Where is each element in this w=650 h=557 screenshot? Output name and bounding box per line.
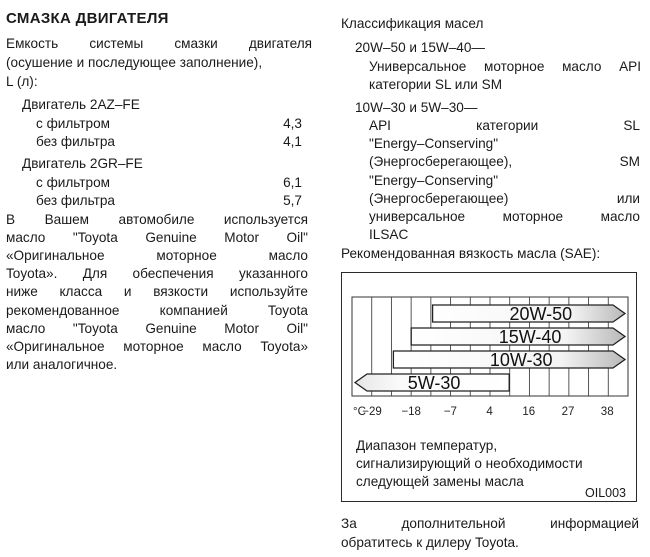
axis-tick-label: 38 — [600, 406, 614, 418]
classification-title: Классификация масел — [341, 16, 484, 31]
group-line: "Energy–Conserving" — [369, 172, 499, 188]
group-line: "Energy–Conserving" — [369, 136, 499, 152]
axis-tick-label: −18 — [401, 406, 421, 418]
group-line: (Энергосберегающее), SM — [369, 154, 640, 170]
viscosity-title: Рекомендованная вязкость масла (SAE): — [341, 246, 601, 261]
capacity-line-2: (осушение и последующее заполнение), — [6, 55, 263, 70]
group-line: Универсальное моторное масло API — [369, 59, 641, 74]
engine-name-2az: Двигатель 2AZ–FE — [22, 97, 140, 112]
axis-tick-label: 16 — [522, 406, 536, 418]
viscosity-bar-label: 15W-40 — [498, 327, 562, 347]
group-line: категории SL или SM — [369, 77, 503, 92]
figure-code: OIL003 — [585, 486, 627, 500]
viscosity-bar-label: 10W-30 — [489, 350, 553, 370]
viscosity-bar-label: 20W-50 — [509, 304, 573, 324]
engine-row-value: 4,1 — [283, 134, 302, 149]
paragraph-line: масло "Toyota Genuine Motor Oil" — [6, 320, 308, 336]
axis-tick-label: −29 — [362, 406, 382, 418]
capacity-line-3: L (л): — [6, 74, 38, 89]
paragraph-line: рекомендованное компанией Toyota — [6, 302, 308, 318]
group-line: (Энергосберегающее) или — [369, 190, 640, 206]
axis-tick-label: 27 — [561, 406, 575, 418]
paragraph-line: или аналогичное. — [6, 356, 118, 372]
paragraph-line: «Оригинальное моторное масло — [6, 248, 308, 264]
footer-line-1: За дополнительной информацией — [341, 516, 639, 531]
footer-line-2: обратитесь к дилеру Toyota. — [341, 535, 519, 550]
paragraph-line: «Оригинальное моторное масло Toyota» — [6, 338, 308, 354]
paragraph-line: ниже класса и вязкости используйте — [6, 284, 308, 300]
viscosity-bar-label: 5W-30 — [407, 373, 461, 393]
chart-caption-line: следующей замены масла — [356, 474, 524, 489]
paragraph-line: Toyota». Для обеспечения указанного — [6, 266, 308, 282]
group-heading-10w30: 10W–30 и 5W–30— — [355, 100, 478, 115]
engine-name-2gr: Двигатель 2GR–FE — [22, 156, 143, 171]
chart-caption-line: сигнализирующий о необходимости — [356, 456, 583, 471]
axis-tick-label: 4 — [486, 406, 493, 418]
group-line: универсальное моторное масло — [369, 209, 640, 224]
engine-row-label: без фильтра — [36, 134, 115, 149]
engine-row-value: 6,1 — [283, 175, 302, 190]
engine-row-label: с фильтром — [36, 175, 110, 190]
paragraph-line: масло "Toyota Genuine Motor Oil" — [6, 230, 308, 246]
group-line: API категории SL — [369, 118, 640, 133]
section-title: СМАЗКА ДВИГАТЕЛЯ — [6, 10, 169, 27]
capacity-line-1: Емкость системы смазки двигателя — [6, 36, 312, 51]
paragraph-line: В Вашем автомобиле используется — [6, 212, 308, 227]
axis-tick-label: −7 — [443, 406, 457, 418]
axis-unit-label: °C — [353, 406, 366, 418]
chart-caption-line: Диапазон температур, — [356, 438, 498, 453]
group-heading-20w50: 20W–50 и 15W–40— — [355, 40, 486, 55]
engine-row-value: 5,7 — [283, 193, 302, 208]
engine-row-value: 4,3 — [283, 116, 302, 131]
engine-row-label: без фильтра — [36, 193, 115, 208]
group-line: ILSAC — [369, 227, 409, 243]
engine-row-label: с фильтром — [36, 116, 110, 131]
